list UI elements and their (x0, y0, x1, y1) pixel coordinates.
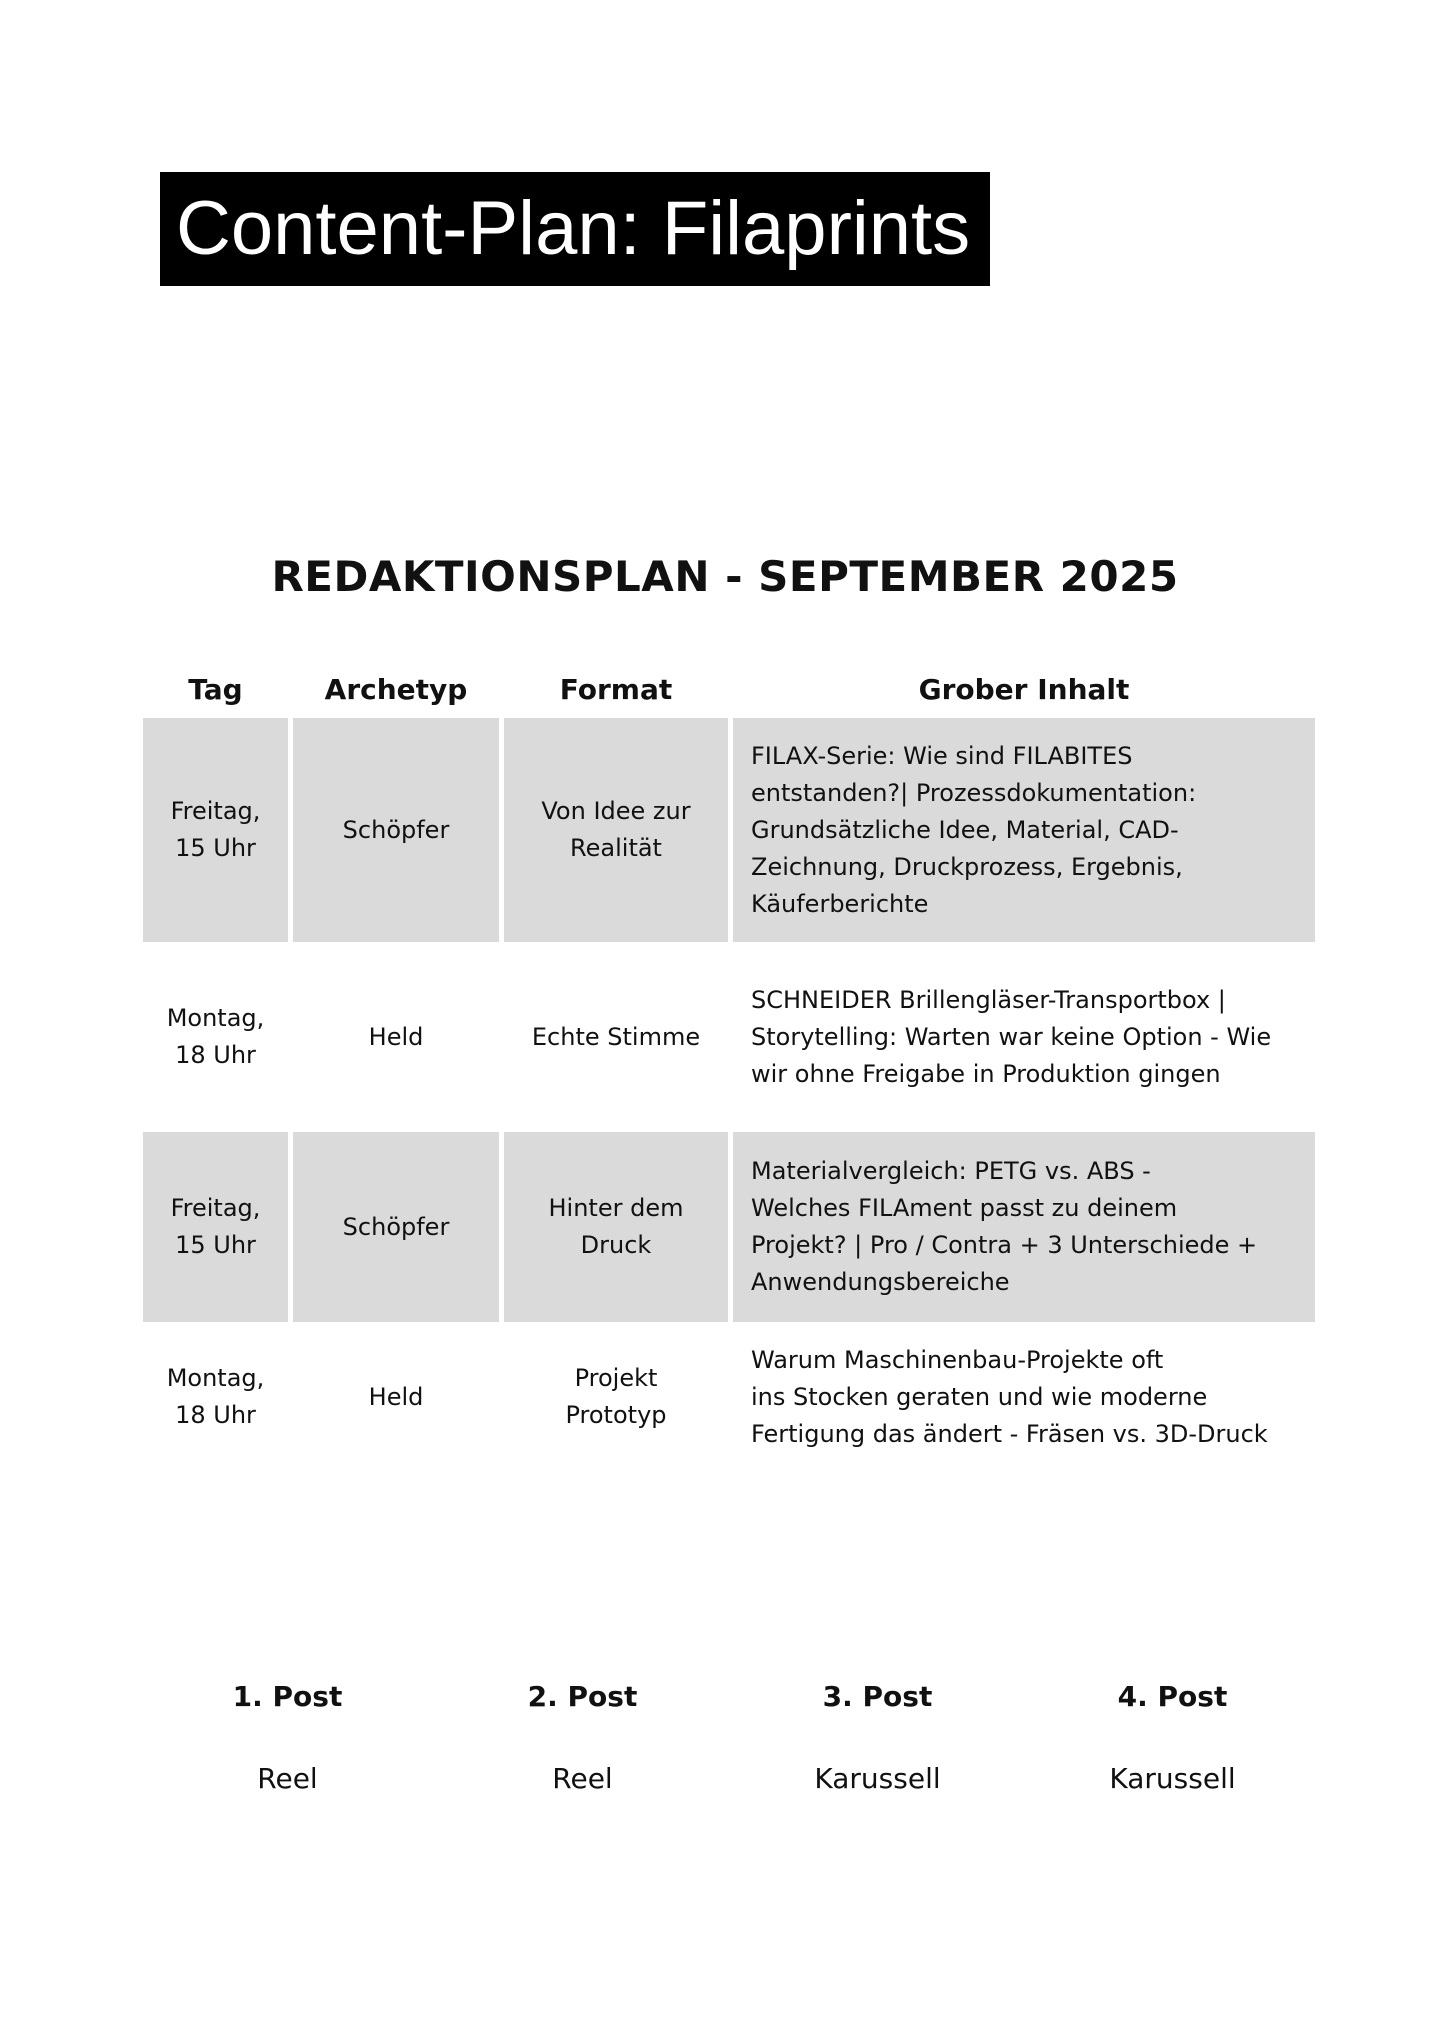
post-title: 1. Post (232, 1680, 343, 1713)
post-format: Karussell (1109, 1762, 1236, 1795)
inhalt-line: Fertigung das ändert - Fräsen vs. 3D-Druck (751, 1419, 1268, 1448)
cell-inhalt (733, 1322, 1315, 1472)
post-title: 2. Post (527, 1680, 638, 1713)
cell-format (504, 1322, 728, 1472)
post-format: Reel (257, 1762, 318, 1795)
plan-heading: REDAKTIONSPLAN - SEPTEMBER 2025 (271, 552, 1179, 601)
tag-day: Freitag, (170, 1194, 261, 1222)
cell-format (504, 718, 728, 942)
inhalt-line: Käuferberichte (751, 889, 929, 918)
cell-archetyp: Schöpfer (293, 718, 499, 942)
cell-inhalt (733, 718, 1315, 942)
post-format: Karussell (814, 1762, 941, 1795)
table-row (143, 1322, 1315, 1472)
table-row (143, 718, 1315, 942)
format-line: Projekt (574, 1364, 658, 1392)
cell-format (504, 1132, 728, 1322)
header-inhalt: Grober Inhalt (918, 672, 1130, 706)
inhalt-line: Anwendungsbereiche (751, 1268, 1010, 1296)
cell-inhalt (733, 1132, 1315, 1322)
tag-time: 15 Uhr (175, 1231, 256, 1259)
cell-tag (143, 1132, 288, 1322)
format-line: Realität (570, 834, 662, 862)
post-column (435, 1680, 730, 1795)
cell-inhalt (733, 942, 1315, 1132)
inhalt-line: FILAX-Serie: Wie sind FILABITES (751, 741, 1133, 770)
format-line: Von Idee zur (541, 797, 691, 825)
tag-time: 15 Uhr (175, 834, 256, 862)
post-title: 3. Post (822, 1680, 933, 1713)
post-overview (140, 1680, 1320, 1795)
tag-day: Montag, (166, 1364, 265, 1392)
post-column (140, 1680, 435, 1795)
header-archetyp: Archetyp (324, 672, 468, 706)
post-format: Reel (552, 1762, 613, 1795)
tag-day: Freitag, (170, 797, 261, 825)
tag-day: Montag, (166, 1004, 265, 1032)
inhalt-line: Materialvergleich: PETG vs. ABS - (751, 1157, 1151, 1185)
cell-format (504, 942, 728, 1132)
header-tag: Tag (188, 672, 243, 706)
inhalt-line: ins Stocken geraten und wie moderne (751, 1382, 1208, 1411)
cell-tag (143, 718, 288, 942)
inhalt-line: Welches FILAment passt zu deinem (751, 1194, 1178, 1222)
tag-time: 18 Uhr (175, 1041, 256, 1069)
format-line: Hinter dem (548, 1194, 684, 1222)
post-title: 4. Post (1117, 1680, 1228, 1713)
cell-tag (143, 1322, 288, 1472)
tag-time: 18 Uhr (175, 1401, 256, 1429)
inhalt-line: Storytelling: Warten war keine Option - Wie (751, 1022, 1272, 1051)
inhalt-line: wir ohne Freigabe in Produktion gingen (751, 1059, 1221, 1088)
cell-tag (143, 942, 288, 1132)
inhalt-line: Grundsätzliche Idee, Material, CAD- (751, 815, 1179, 844)
inhalt-line: Warum Maschinenbau-Projekte oft (751, 1345, 1164, 1374)
inhalt-line: Zeichnung, Druckprozess, Ergebnis, (751, 852, 1183, 881)
cell-archetyp: Held (368, 1022, 424, 1051)
inhalt-line: Projekt? | Pro / Contra + 3 Unterschiede + (751, 1231, 1258, 1259)
format-line: Druck (580, 1231, 652, 1259)
editorial-plan-table (138, 660, 1320, 1472)
table-row (143, 1132, 1315, 1322)
header-format: Format (559, 672, 673, 706)
inhalt-line: entstanden?| Prozessdokumentation: (751, 778, 1197, 807)
document-title: Content-Plan: Filaprints (160, 172, 990, 286)
table-row (143, 942, 1315, 1132)
inhalt-line: SCHNEIDER Brillengläser-Transportbox | (751, 985, 1226, 1014)
table-header-row (143, 660, 1315, 718)
post-column (1025, 1680, 1320, 1795)
cell-archetyp: Schöpfer (293, 1132, 499, 1322)
format-line: Prototyp (565, 1401, 667, 1429)
post-column (730, 1680, 1025, 1795)
format-line: Echte Stimme (531, 1022, 701, 1051)
cell-archetyp: Held (368, 1382, 424, 1411)
